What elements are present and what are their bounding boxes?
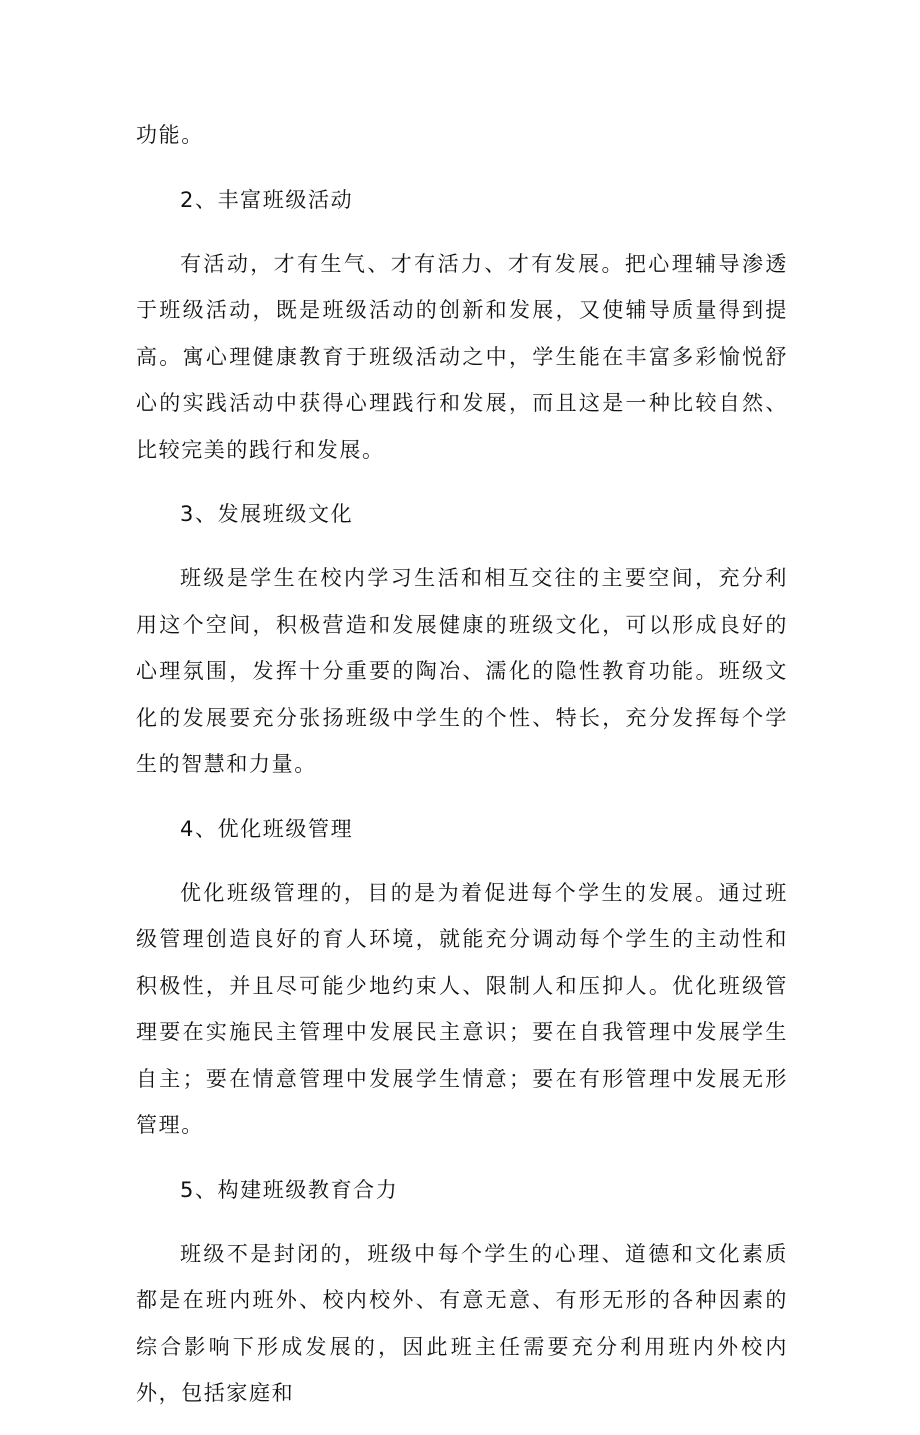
section-body-3: 班级是学生在校内学习生活和相互交往的主要空间，充分利用这个空间，积极营造和发展健康的班级文化，可以形成良好的心理氛围，发挥十分重要的陶冶、濡化的隐性教育功能。班级文化的发展要充分张扬班级中学生的个性、特长，充分发挥每个学生的智慧和力量。: [136, 566, 788, 776]
section-heading-4: [136, 806, 788, 852]
section-title: 、优化班级管理: [194, 816, 354, 841]
section-heading-5: [136, 1167, 788, 1213]
intro-fragment: 功能。: [136, 123, 204, 147]
section-body-2: 有活动，才有生气、才有活力、才有发展。把心理辅导渗透于班级活动，既是班级活动的创新和发展，又使辅导质量得到提高。寓心理健康教育于班级活动之中，学生能在丰富多彩愉悦舒心的实践活动中获得心理践行和发展，而且这是一种比较自然、比较完美的践行和发展。: [136, 251, 788, 462]
section-body-5: 班级不是封闭的，班级中每个学生的心理、道德和文化素质都是在班内班外、校内校外、有意无意、有形无形的各种因素的综合影响下形成发展的，因此班主任需要充分利用班内外校内外，包括家庭和: [136, 1241, 788, 1405]
section-number: 4: [180, 816, 195, 841]
section-heading-3: [136, 491, 788, 537]
section-number: 2: [180, 187, 195, 212]
section-title: 、发展班级文化: [194, 502, 354, 526]
document-body: [136, 112, 788, 1435]
section-number: 5: [180, 1177, 195, 1202]
section-number: 3: [180, 502, 195, 526]
section-title: 、构建班级教育合力: [194, 1177, 399, 1202]
section-heading-2: [136, 177, 788, 223]
section-title: 、丰富班级活动: [194, 187, 354, 212]
section-body-4: 优化班级管理的，目的是为着促进每个学生的发展。通过班级管理创造良好的育人环境，就能充分调动每个学生的主动性和积极性，并且尽可能少地约束人、限制人和压抑人。优化班级管理要在实施民主管理中发展民主意识；要在自我管理中发展学生自主；要在情意管理中发展学生情意；要在有形管理中发展无形管理。: [136, 880, 788, 1137]
